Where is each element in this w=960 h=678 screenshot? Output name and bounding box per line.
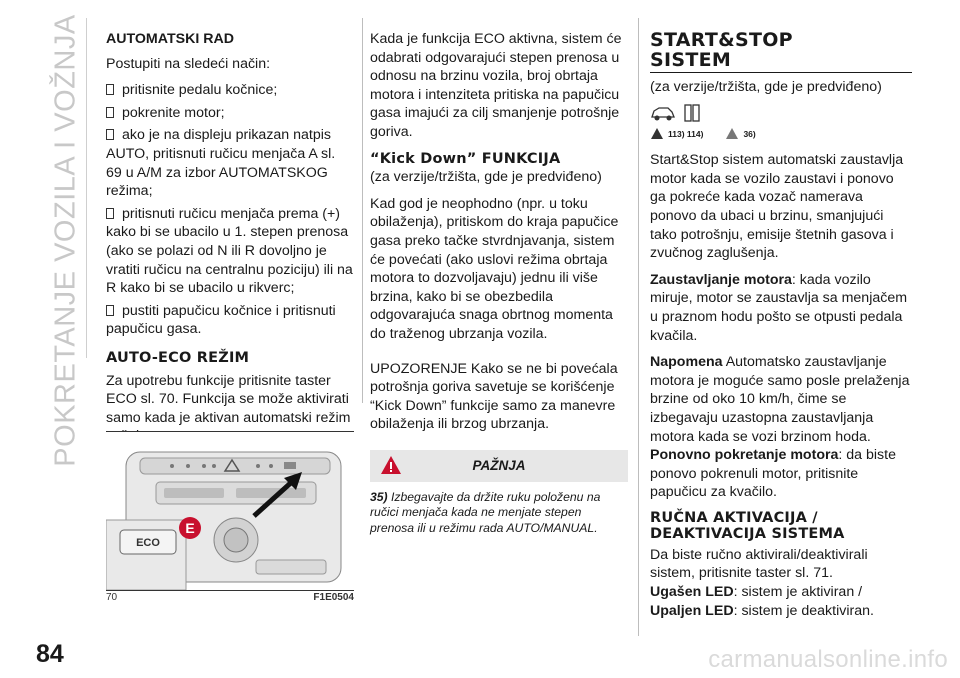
start-stop-subtitle: (za verzije/tržišta, gde je predviđeno) [650, 79, 882, 95]
kick-down-subtitle: (za verzije/tržišta, gde je predviđeno) [370, 169, 602, 186]
figure-marker: E [185, 520, 195, 536]
warning-number: 35) [370, 489, 388, 504]
heading-manual-activation: RUČNA AKTIVACIJA / DEAKTIVACIJA SISTEMA [650, 509, 845, 542]
led-off-line: Ugašen LED: sistem je aktiviran / [650, 584, 863, 601]
column-right [650, 30, 912, 620]
start-stop-description: Start&Stop sistem automatski zaustavlja motor kada se vozilo zaustavi i ponovo ga pokreće kada vozač namerava ponovo da ubaci u brzinu, smanjujući tako potrošnju, emisije štetnih gasova i zvučnog zaglušenja. [650, 152, 904, 262]
heading-auto-eco: AUTO-ECO REŽIM [106, 349, 250, 366]
footer-watermark: carmanualsonline.info [708, 646, 948, 673]
heading-start-stop: START&STOP SISTEM [650, 30, 912, 73]
column-left [106, 30, 354, 454]
chapter-rule [86, 18, 87, 358]
figure-eco-button [106, 431, 354, 591]
figure-number: 70 [106, 592, 118, 603]
column-middle [370, 30, 628, 544]
reference-notes: 113) 114) 36) [650, 125, 912, 144]
list-item: pustiti papučicu kočnice i pritisnuti papučicu gasa. [106, 302, 336, 338]
checkbox-bullet-icon [106, 129, 114, 140]
list-item: pritisnite pedalu kočnice; [106, 81, 354, 100]
checkbox-bullet-icon [106, 84, 114, 95]
heading-kick-down: “Kick Down” FUNKCIJA [370, 150, 561, 167]
figure-caption [106, 592, 354, 603]
checkbox-bullet-icon [106, 305, 114, 316]
eco-description: Kada je funkcija ECO aktivna, sistem će odabrati odgovarajući stepen prenosa u odnosu na brzinu vozila, broj obrtaja motora i intenziteta pritiska na papučicu gasa imajući za cilj smanjenje potrošnje goriva. [370, 31, 622, 140]
column-divider-1 [362, 18, 363, 403]
list-item: ako je na displeju prikazan natpis AUTO, pritisnuti ručicu menjača A sl. 69 u A/M za izbor AUTOMATSKOG režima; [106, 127, 336, 200]
manual-activation-text: Da biste ručno aktivirali/deaktivirali sistem, pritisnite taster sl. 71. [650, 546, 868, 582]
dashboard-illustration [106, 432, 354, 590]
car-icon [650, 103, 676, 123]
reference-icons [650, 103, 912, 123]
kick-down-text: Kad god je neophodno (npr. u toku obilaženja), pritiskom do kraja papučice gasa preko tačke stvrdnjavanja, sistem će povećati (ako uslovi režima obrtaja motora to dozvoljavaju) jednu ili više brzina, kako bi se obezbedila odgovarajuća snaga obrtnog momenta do traženog ubrzanja vozila. [370, 195, 619, 342]
warning-title: PAŽNJA [472, 457, 526, 473]
list-item: pokrenite motor; [106, 104, 354, 123]
warning-triangle-icon [650, 127, 664, 140]
book-icon [682, 103, 702, 123]
warning-note-text: UPOZORENJE Kako se ne bi povećala potrošnja goriva savetuje se korišćenje “Kick Down” funkcije samo za manevre obilaženja ili brzog ubrzanja. [370, 360, 618, 433]
led-on-line: Upaljen LED: sistem je deaktiviran. [650, 602, 874, 619]
auto-eco-text: Za upotrebu funkcije pritisnite taster ECO sl. 70. Funkcija se može aktivirati samo kada je aktivan automatski režim [106, 372, 351, 426]
restart-paragraph: Ponovno pokretanje motora: da biste ponovo pokrenuli motor, pritisnite papučicu za kvačilo. [650, 447, 896, 501]
heading-automatic-mode: AUTOMATSKI RAD [106, 31, 234, 47]
engine-stop-paragraph: Zaustavljanje motora: kada vozilo miruje, motor se zaustavlja sa menjačem u praznom hodu pošto se otpusti pedala kvačila. [650, 271, 908, 344]
column-divider-2 [638, 18, 639, 636]
eco-button-label: ECO [136, 537, 160, 549]
warning-text: 35) Izbegavajte da držite ruku položenu na ručici menjača kada ne menjate stepen prenosa ili u režimu rada AUTO/MANUAL. [370, 489, 601, 535]
warning-triangle-icon [380, 454, 402, 478]
checkbox-bullet-icon [106, 208, 114, 219]
figure-code: F1E0504 [313, 592, 354, 603]
checkbox-bullet-icon [106, 107, 114, 118]
page-number: 84 [36, 640, 64, 668]
list-item: pritisnuti ručicu menjača prema (+) kako bi se ubacilo u 1. stepen prenosa (ako se polazi od N ili R dovoljno je vratiti ručicu na centralnu poziciju) ili na R kako bi se ubacilo u rikverc; [106, 205, 353, 297]
note-paragraph: Napomena Automatsko zaustavljanje motora je moguće samo posle prelaženja brzine od oko 10 km/h, čime se izbegavaju uzastopna zaustavljanja motora kada se vozi brzinom hoda. [650, 354, 910, 445]
chapter-side-title: POKRETANJE VOZILA I VOŽNJA [49, 13, 82, 467]
caution-triangle-icon [725, 127, 739, 140]
warning-box [370, 450, 628, 482]
intro-text: Postupiti na sledeći način: [106, 55, 271, 72]
